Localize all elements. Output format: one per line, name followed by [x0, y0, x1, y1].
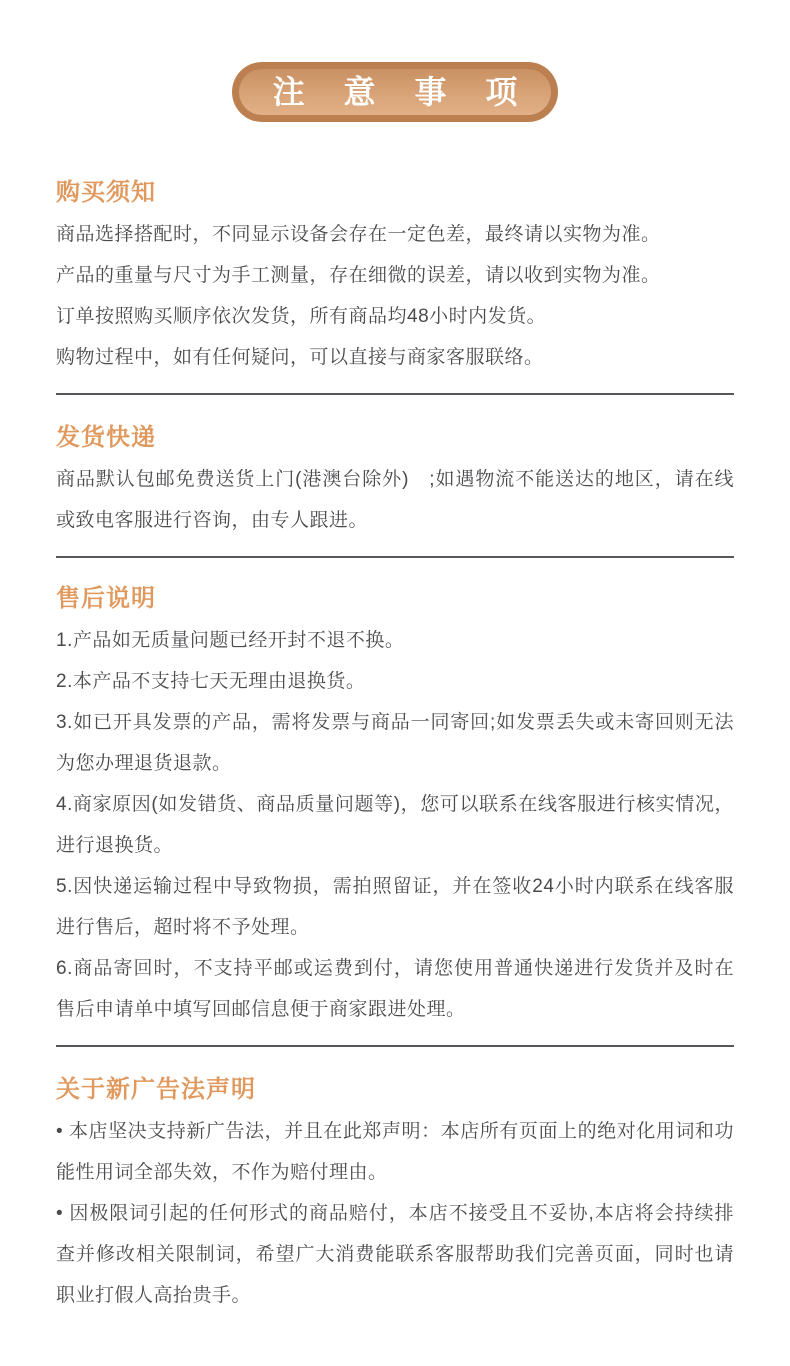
section-title-after-sales: 售后说明 [56, 585, 156, 612]
list-item: 2.本产品不支持七天无理由退换货。 [56, 671, 366, 692]
section-body [56, 1111, 734, 1316]
section-body [56, 214, 734, 378]
bullet-item: • 因极限词引起的任何形式的商品赔付，本店不接受且不妥协,本店将会持续排查并修改相关限制词，希望广大消费能联系客服帮助我们完善页面，同时也请职业打假人高抬贵手。 [56, 1203, 734, 1306]
section-divider [56, 393, 734, 395]
list-item: 6.商品寄回时，不支持平邮或运费到付，请您使用普通快递进行发货并及时在售后申请单中填写回邮信息便于商家跟进处理。 [56, 958, 734, 1020]
notice-badge-label: 注 意 事 项 [272, 74, 533, 110]
list-item: 4.商家原因(如发错货、商品质量问题等)，您可以联系在线客服进行核实情况，进行退换货。 [56, 794, 734, 856]
list-item: 5.因快递运输过程中导致物损，需拍照留证，并在签收24小时内联系在线客服进行售后，超时将不予处理。 [56, 876, 734, 938]
section-ad-law-statement [56, 1075, 734, 1316]
paragraph: 商品默认包邮免费送货上门(港澳台除外) ;如遇物流不能送达的地区，请在线或致电客服进行咨询，由专人跟进。 [56, 469, 734, 531]
section-title-shipping: 发货快递 [56, 424, 156, 451]
list-item: 1.产品如无质量问题已经开封不退不换。 [56, 630, 405, 651]
section-purchase-notes [56, 178, 734, 378]
notice-badge-row [0, 0, 790, 122]
section-title-purchase-notes: 购买须知 [56, 179, 156, 206]
section-divider [56, 1045, 734, 1047]
paragraph: 购物过程中，如有任何疑问，可以直接与商家客服联络。 [56, 347, 544, 368]
section-body [56, 620, 734, 1030]
notice-content [0, 178, 790, 1316]
paragraph: 订单按照购买顺序依次发货，所有商品均48小时内发货。 [56, 306, 547, 327]
bullet-item: • 本店坚决支持新广告法，并且在此郑声明：本店所有页面上的绝对化用词和功能性用词全部失效，不作为赔付理由。 [56, 1121, 734, 1183]
notice-badge [232, 62, 559, 122]
section-shipping [56, 423, 734, 541]
section-after-sales [56, 584, 734, 1030]
list-item: 3.如已开具发票的产品，需将发票与商品一同寄回;如发票丢失或未寄回则无法为您办理退货退款。 [56, 712, 734, 774]
paragraph: 商品选择搭配时，不同显示设备会存在一定色差，最终请以实物为准。 [56, 224, 661, 245]
paragraph: 产品的重量与尺寸为手工测量，存在细微的误差，请以收到实物为准。 [56, 265, 661, 286]
section-divider [56, 556, 734, 558]
section-title-ad-law: 关于新广告法声明 [56, 1076, 256, 1103]
section-body [56, 459, 734, 541]
notice-badge-inner [239, 69, 552, 115]
